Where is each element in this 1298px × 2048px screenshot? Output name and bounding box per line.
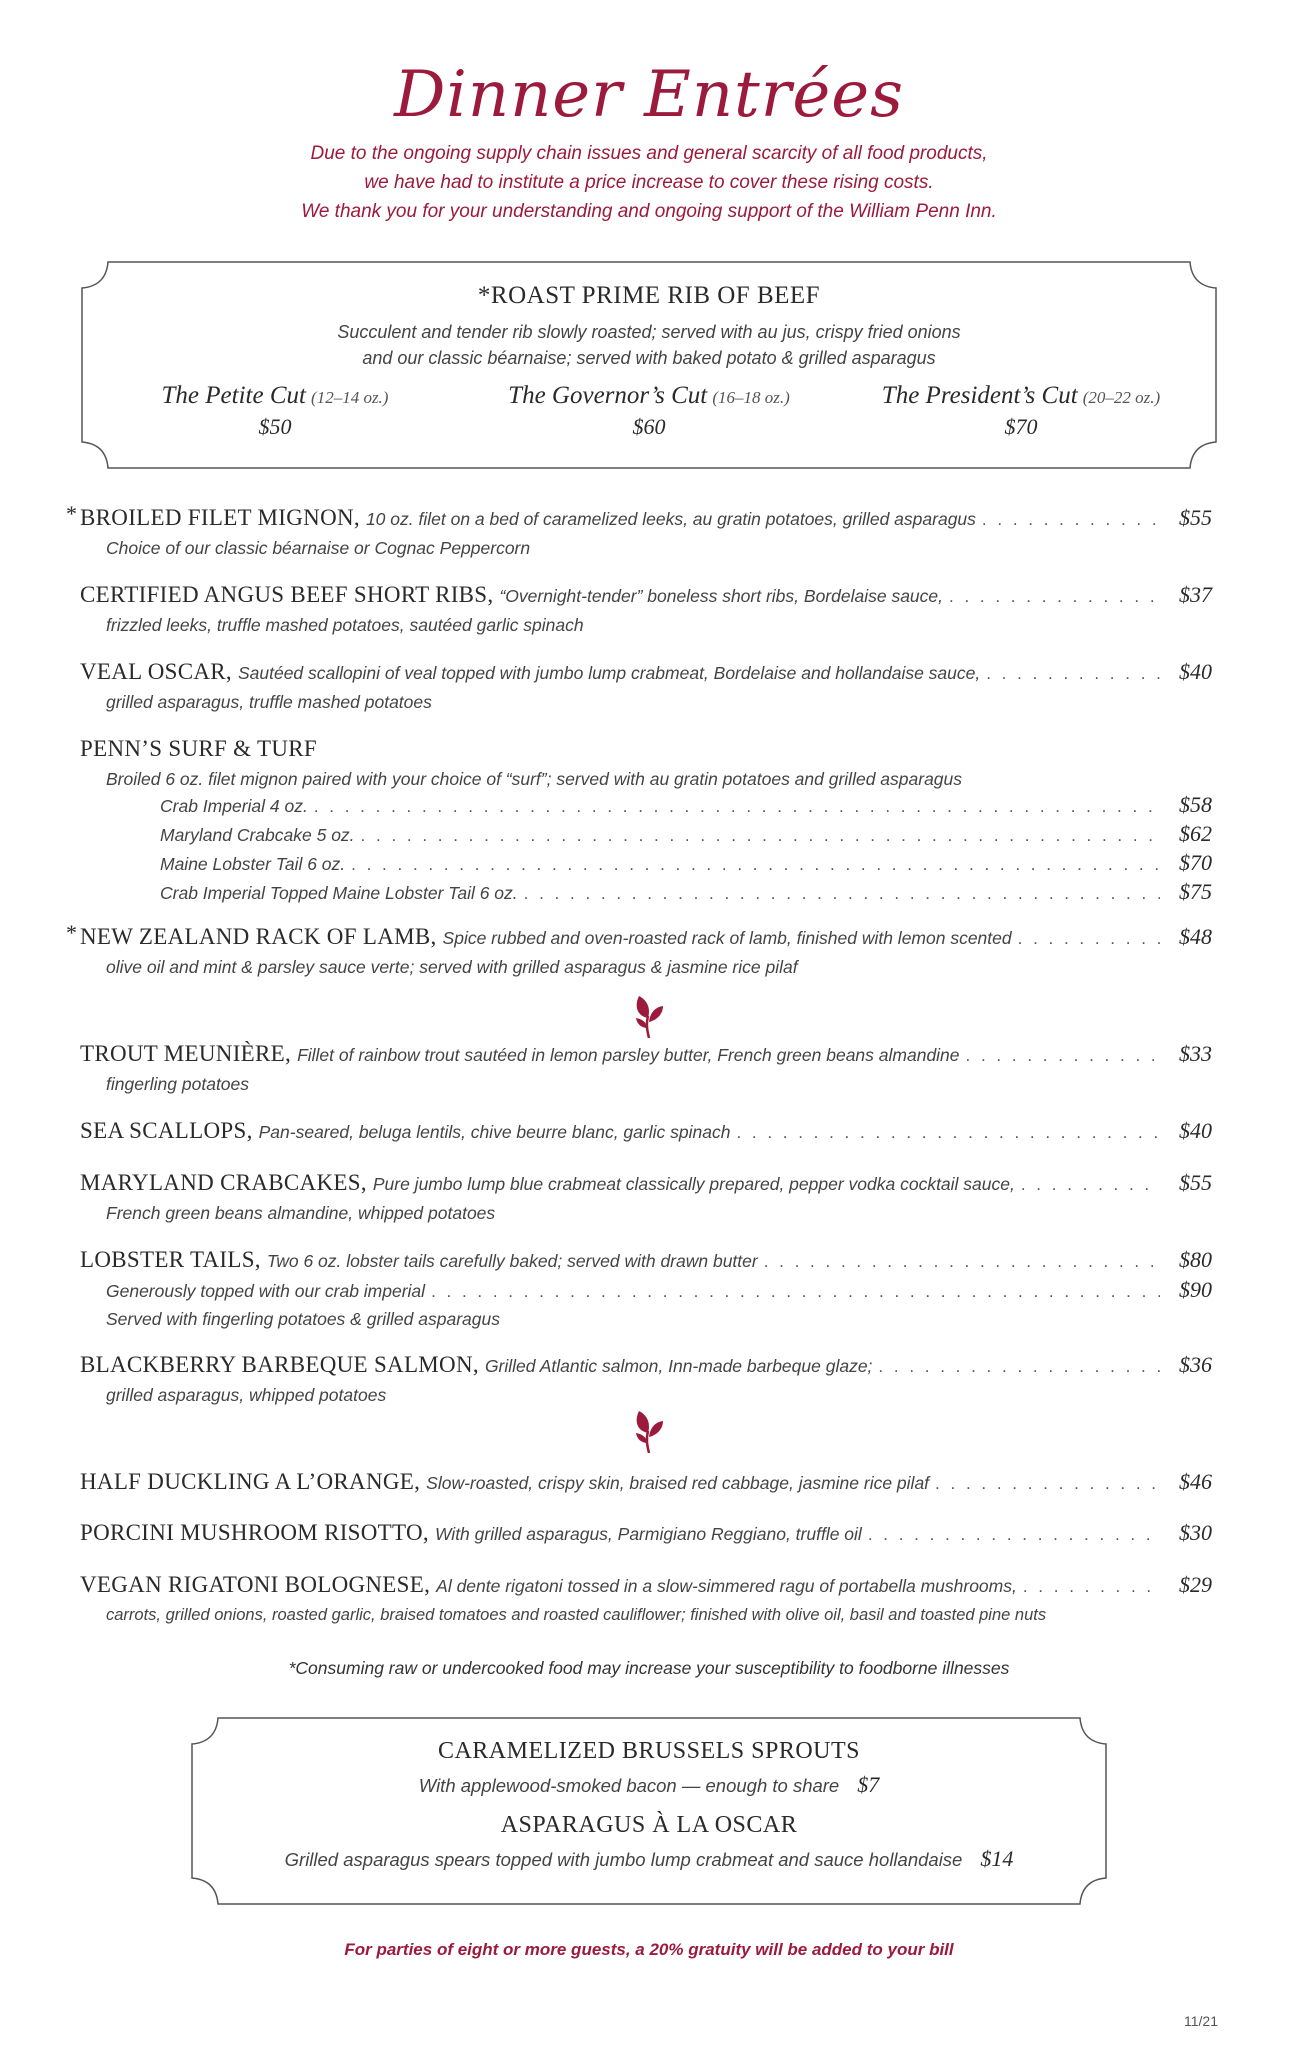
entree-subline: French green beans almandine, whipped potatoes [106, 1203, 496, 1223]
entree-desc: Pan-seared, beluga lentils, chive beurre blanc, garlic spinach [258, 1122, 731, 1142]
dot-leader [1018, 929, 1160, 949]
entree-name: HALF DUCKLING A L’ORANGE, [80, 1469, 421, 1494]
prime-rib-box [80, 260, 1218, 470]
entree-subline: Choice of our classic béarnaise or Cognac Peppercorn [106, 538, 531, 558]
dot-leader [736, 1123, 1160, 1143]
dot-leader [935, 1474, 1160, 1494]
dot-leader [868, 1525, 1160, 1545]
gratuity-notice: For parties of eight or more guests, a 20% gratuity will be added to your bill [344, 1940, 954, 1959]
surf-option [160, 879, 1212, 908]
surf-option [160, 821, 1212, 850]
entree-price: $36 [1179, 1352, 1212, 1377]
page-title: Dinner Entrées [394, 58, 904, 132]
entree-desc: Sautéed scallopini of veal topped with jumbo lump crabmeat, Bordelaise and hollandaise sauce, [237, 663, 981, 683]
entree-lobster-tails [60, 1247, 1212, 1332]
entree-price: $80 [1179, 1247, 1212, 1272]
side-line [190, 1846, 1108, 1872]
entree-name: BROILED FILET MIGNON, [80, 505, 360, 530]
leaf-ornament-icon [629, 990, 669, 1040]
entree-price: $29 [1179, 1572, 1212, 1597]
cut-governor [464, 382, 834, 440]
prime-rib-desc-1: Succulent and tender rib slowly roasted; served with au jus, crispy fried onions [337, 322, 961, 342]
entree-subline: olive oil and mint & parsley sauce verte; served with grilled asparagus & jasmine rice pilaf [106, 957, 798, 977]
cut-price: $50 [258, 414, 292, 439]
entree-desc: Spice rubbed and oven-roasted rack of lamb, finished with lemon scented [442, 928, 1012, 948]
entree-short-ribs [60, 582, 1212, 638]
side-price: $7 [857, 1772, 880, 1797]
surf-option-price: $62 [1179, 821, 1212, 846]
entree-vegan-rigatoni [60, 1572, 1212, 1628]
side-line [190, 1772, 1108, 1798]
lobster-option-price: $90 [1179, 1277, 1212, 1302]
entree-desc: Slow-roasted, crispy skin, braised red cabbage, jasmine rice pilaf [426, 1473, 930, 1493]
raw-food-asterisk: * [66, 501, 77, 526]
cut-name: The Governor’s Cut [508, 382, 708, 409]
entree-subline: frizzled leeks, truffle mashed potatoes, sautéed garlic spinach [106, 615, 584, 635]
dot-leader [764, 1252, 1160, 1272]
side-desc: Grilled asparagus spears topped with jumbo lump crabmeat and sauce hollandaise [284, 1849, 963, 1870]
surf-option-label: Crab Imperial Topped Maine Lobster Tail 6 oz. [160, 883, 518, 903]
dot-leader [1023, 1577, 1160, 1597]
cut-size: (12–14 oz.) [311, 388, 389, 407]
surf-option-label: Crab Imperial 4 oz. [160, 796, 308, 816]
side-price: $14 [980, 1846, 1014, 1871]
dot-leader [878, 1357, 1160, 1377]
lobster-option-label: Generously topped with our crab imperial [106, 1281, 426, 1301]
entree-bbq-salmon [60, 1352, 1212, 1408]
entree-price: $33 [1179, 1041, 1212, 1066]
surf-option [160, 792, 1212, 821]
dot-leader [1021, 1175, 1160, 1195]
cut-price: $60 [632, 414, 666, 439]
entree-price: $46 [1179, 1469, 1212, 1494]
entree-desc: Grilled Atlantic salmon, Inn-made barbeque glaze; [484, 1356, 873, 1376]
entree-desc: With grilled asparagus, Parmigiano Reggiano, truffle oil [434, 1524, 862, 1544]
cut-name: The President’s Cut [881, 382, 1078, 409]
prime-rib-desc-2: and our classic béarnaise; served with baked potato & grilled asparagus [362, 348, 936, 368]
dot-leader [966, 1046, 1160, 1066]
entree-price: $55 [1179, 1170, 1212, 1195]
prime-rib-title: *ROAST PRIME RIB OF BEEF [477, 282, 821, 309]
entree-rack-of-lamb [60, 920, 1212, 980]
entree-trout-meuniere [60, 1041, 1212, 1097]
entree-sea-scallops [60, 1118, 1212, 1148]
entree-name: MARYLAND CRABCAKES, [80, 1170, 367, 1195]
dot-leader [314, 797, 1160, 817]
entree-name: PORCINI MUSHROOM RISOTTO, [80, 1520, 429, 1545]
cut-petite [115, 382, 435, 440]
cut-president [836, 382, 1206, 440]
entree-subline: grilled asparagus, truffle mashed potatoes [106, 692, 432, 712]
surf-option-price: $70 [1179, 850, 1212, 875]
entree-name: SEA SCALLOPS, [80, 1118, 253, 1143]
surf-option-label: Maine Lobster Tail 6 oz. [160, 854, 346, 874]
entree-surf-turf [60, 736, 1212, 908]
dot-leader [361, 826, 1160, 846]
side-title: CARAMELIZED BRUSSELS SPROUTS [437, 1738, 861, 1764]
cut-size: (20–22 oz.) [1082, 388, 1161, 407]
entree-price: $55 [1179, 505, 1212, 530]
dot-leader [982, 510, 1160, 530]
entree-name: NEW ZEALAND RACK OF LAMB, [80, 924, 437, 949]
entree-desc: Al dente rigatoni tossed in a slow-simmered ragu of portabella mushrooms, [436, 1576, 1017, 1596]
entree-subline: carrots, grilled onions, roasted garlic, braised tomatoes and roasted cauliflower; finished with olive oil, basil and toasted pine nuts [106, 1606, 1047, 1624]
entree-name: LOBSTER TAILS, [80, 1247, 261, 1272]
entree-price: $40 [1179, 1118, 1212, 1143]
entree-name: BLACKBERRY BARBEQUE SALMON, [80, 1352, 479, 1377]
dot-leader [949, 587, 1160, 607]
entree-name: TROUT MEUNIÈRE, [80, 1041, 292, 1066]
entree-subline: grilled asparagus, whipped potatoes [106, 1385, 387, 1405]
surf-option-price: $75 [1179, 879, 1212, 904]
entree-name: VEAL OSCAR, [80, 659, 232, 684]
side-title: ASPARAGUS À LA OSCAR [500, 1812, 798, 1838]
entree-subline: fingerling potatoes [106, 1074, 250, 1094]
entree-maryland-crabcakes [60, 1170, 1212, 1226]
entree-name: CERTIFIED ANGUS BEEF SHORT RIBS, [80, 582, 494, 607]
side-desc: With applewood-smoked bacon — enough to share [418, 1775, 840, 1796]
revision-date: 11/21 [1184, 2013, 1218, 2029]
sides-box [190, 1716, 1108, 1906]
cut-size: (16–18 oz.) [712, 388, 790, 407]
entree-name: VEGAN RIGATONI BOLOGNESE, [80, 1572, 431, 1597]
cut-name: The Petite Cut [161, 382, 306, 409]
dot-leader [524, 884, 1160, 904]
dot-leader [431, 1282, 1160, 1302]
price-notice-line-2: we have had to institute a price increase to cover these rising costs. [364, 172, 934, 193]
dot-leader [351, 855, 1160, 875]
entree-subline: Broiled 6 oz. filet mignon paired with your choice of “surf”; served with au gratin potatoes and grilled asparagus [106, 769, 963, 789]
raw-food-asterisk: * [66, 920, 77, 945]
surf-option [160, 850, 1212, 879]
dot-leader [986, 664, 1160, 684]
surf-option-label: Maryland Crabcake 5 oz. [160, 825, 355, 845]
entree-veal-oscar [60, 659, 1212, 715]
entree-desc: 10 oz. filet on a bed of caramelized leeks, au gratin potatoes, grilled asparagus [365, 509, 976, 529]
entree-name: PENN’S SURF & TURF [80, 736, 317, 761]
entree-price: $30 [1179, 1520, 1212, 1545]
entree-price: $48 [1179, 924, 1212, 949]
entree-desc: Pure jumbo lump blue crabmeat classically prepared, pepper vodka cocktail sauce, [372, 1174, 1015, 1194]
entree-desc: Two 6 oz. lobster tails carefully baked; served with drawn butter [266, 1251, 758, 1271]
entree-half-duckling [60, 1469, 1212, 1499]
price-notice-line-3: We thank you for your understanding and ongoing support of the William Penn Inn. [301, 201, 997, 222]
cut-price: $70 [1004, 414, 1038, 439]
price-notice-line-1: Due to the ongoing supply chain issues and general scarcity of all food products, [310, 143, 988, 164]
lobster-crab-imperial-option [106, 1277, 1212, 1306]
entree-desc: “Overnight-tender” boneless short ribs, Bordelaise sauce, [499, 586, 944, 606]
raw-food-footnote: *Consuming raw or undercooked food may increase your susceptibility to foodborne illnesses [288, 1658, 1010, 1678]
entree-subline: Served with fingerling potatoes & grilled asparagus [106, 1309, 500, 1329]
entree-filet-mignon [60, 501, 1212, 561]
leaf-ornament-icon [629, 1405, 669, 1455]
entree-price: $40 [1179, 659, 1212, 684]
entree-porcini-risotto [60, 1520, 1212, 1550]
surf-option-price: $58 [1179, 792, 1212, 817]
entree-price: $37 [1179, 582, 1212, 607]
entree-desc: Fillet of rainbow trout sautéed in lemon parsley butter, French green beans almandine [297, 1045, 960, 1065]
